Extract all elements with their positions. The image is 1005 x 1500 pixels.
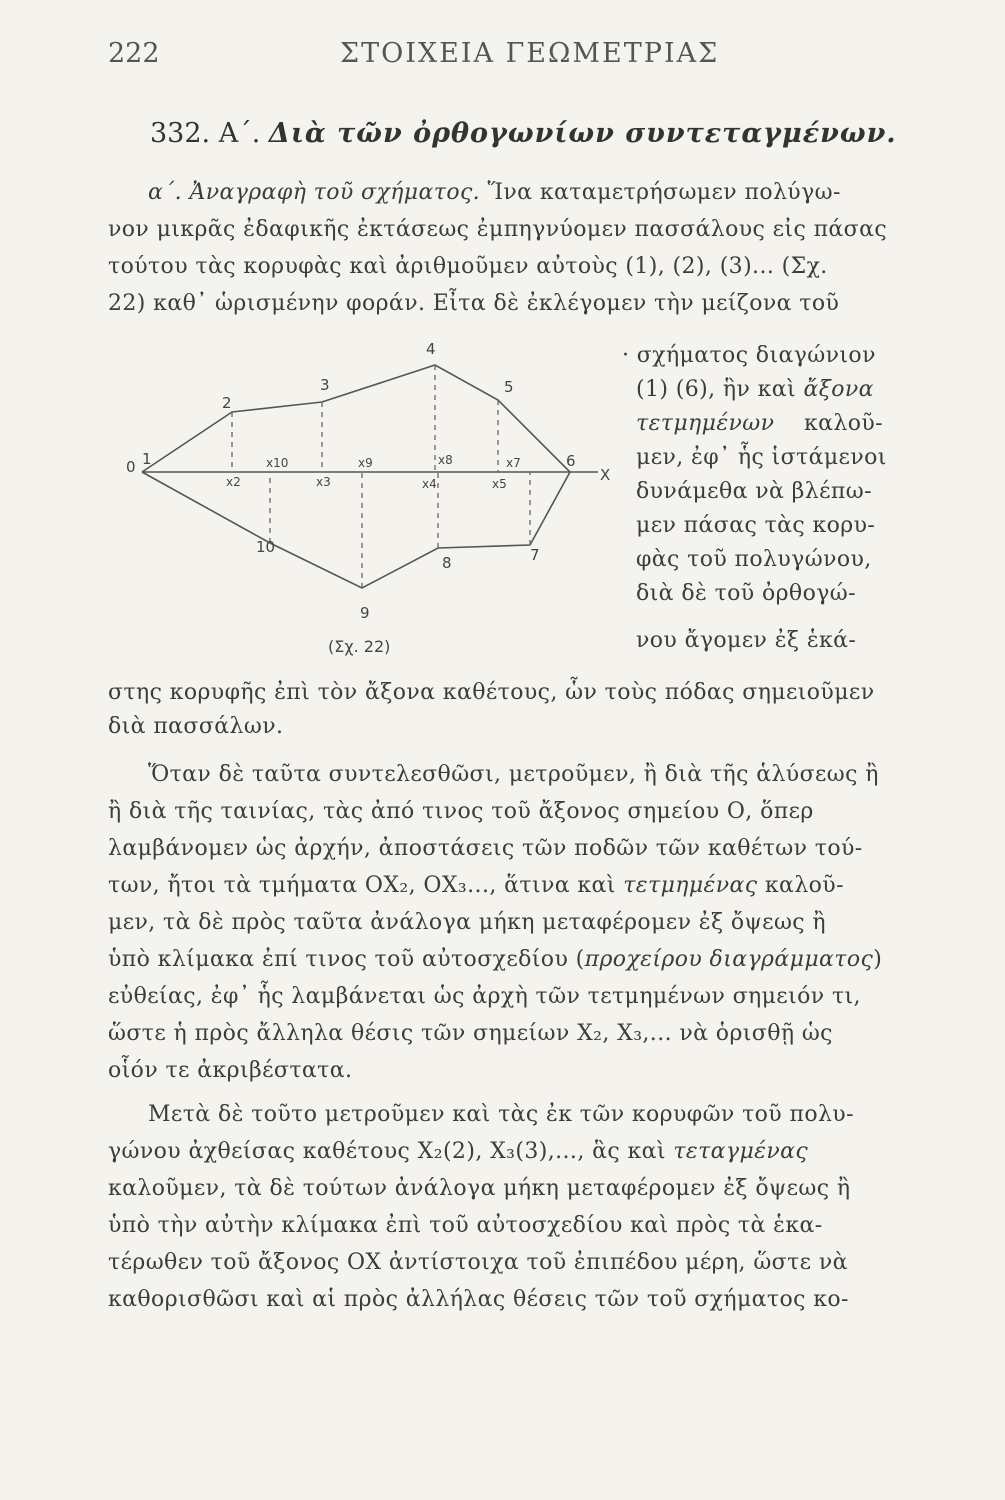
text-line: διὰ πασσάλων.	[108, 714, 284, 739]
vertex-label-9: 9	[360, 604, 370, 622]
origin-label: 0	[126, 458, 136, 476]
text-line: καθορισθῶσι καὶ αἱ πρὸς ἀλλήλας θέσεις τῶν τοῦ σχήματος κο-	[108, 1287, 849, 1312]
text-span: ὑπὸ κλίμακα ἐπί τινος τοῦ αὐτοσχεδίου (	[108, 947, 585, 972]
side-text-line: μεν, ἐφ᾽ ἧς ἱστάμενοι	[636, 445, 887, 470]
vertex-label-4: 4	[426, 340, 436, 358]
foot-label-x3: x3	[316, 475, 331, 489]
text-span: σχήματος διαγώνιον	[636, 343, 876, 368]
subheading: α΄. Ἀναγραφὴ τοῦ σχήματος.	[148, 180, 481, 205]
foot-label-x4: x4	[422, 477, 437, 491]
foot-label-x7: x7	[506, 456, 521, 470]
foot-label-x5: x5	[492, 477, 507, 491]
text-line: 22) καθ᾽ ὡρισμένην φοράν. Εἶτα δὲ ἐκλέγομεν τὴν μείζονα τοῦ	[108, 291, 840, 316]
text-span: καλοῦ-	[804, 411, 884, 436]
text-line	[148, 180, 841, 205]
text-line: τούτου τὰς κορυφὰς καὶ ἀριθμοῦμεν αὐτοὺς (1), (2), (3)... (Σχ.	[108, 254, 828, 279]
text-span: τετμημένων	[636, 411, 775, 436]
text-span: των, ἤτοι τὰ τμήματα ΟΧ₂, ΟΧ₃..., ἅτινα καὶ	[108, 873, 624, 898]
section-heading	[150, 118, 897, 149]
section-title: Διὰ τῶν ὀρθογωνίων συντεταγμένων.	[268, 118, 897, 149]
foot-label-x10: x10	[266, 456, 289, 470]
text-line	[108, 1139, 808, 1164]
axis-end-label: X	[600, 466, 611, 484]
text-span: τετμημένας	[623, 873, 758, 898]
text-line: μεν, τὰ δὲ πρὸς ταῦτα ἀνάλογα μήκη μεταφέρομεν ἐξ ὄψεως ἢ	[108, 910, 826, 935]
text-span: προχείρου διαγράμματος	[584, 947, 874, 972]
text-line	[108, 873, 844, 898]
text-line: στης κορυφῆς ἐπὶ τὸν ἄξονα καθέτους, ὧν τοὺς πόδας σημειοῦμεν	[108, 680, 875, 705]
side-text-line	[636, 377, 874, 402]
side-text-line: νου ἄγομεν ἐξ ἑκά-	[636, 628, 857, 653]
text-line	[108, 947, 882, 972]
vertex-label-5: 5	[504, 378, 514, 396]
text-line: ὑπὸ τὴν αὐτὴν κλίμακα ἐπὶ τοῦ αὐτοσχεδίου καὶ πρὸς τὰ ἑκα-	[108, 1213, 823, 1238]
text-line: νον μικρᾶς ἐδαφικῆς ἐκτάσεως ἐμπηγνύομεν πασσάλους εἰς πάσας	[108, 217, 888, 242]
vertex-label-2: 2	[222, 394, 232, 412]
foot-label-x2: x2	[226, 475, 241, 489]
text-line: εὐθείας, ἐφ᾽ ἧς λαμβάνεται ὡς ἀρχὴ τῶν τετμημένων σημειόν τι,	[108, 984, 861, 1009]
text-line: οἷόν τε ἀκριβέστατα.	[108, 1058, 353, 1083]
text-line: τέρωθεν τοῦ ἄξονος ΟΧ ἀντίστοιχα τοῦ ἐπιπέδου μέρη, ὥστε νὰ	[108, 1250, 848, 1275]
text-span: ἄξονα	[803, 377, 874, 402]
text-line: ὥστε ἡ πρὸς ἄλληλα θέσις τῶν σημείων Χ₂, Χ₃,... νὰ ὁρισθῇ ὡς	[108, 1021, 833, 1046]
vertex-label-10: 10	[256, 538, 276, 556]
side-text-line: · σχήματος διαγώνιον	[622, 343, 876, 368]
page-header	[108, 38, 898, 78]
vertex-label-6: 6	[566, 452, 576, 470]
side-text-line: φὰς τοῦ πολυγώνου,	[636, 547, 872, 572]
text-span: )	[873, 947, 883, 972]
text-line: λαμβάνομεν ὡς ἀρχήν, ἀποστάσεις τῶν ποδῶν τῶν καθέτων τού-	[108, 836, 863, 861]
text-line: καλοῦμεν, τὰ δὲ τούτων ἀνάλογα μήκη μεταφέρομεν ἐξ ὄψεως ἢ	[108, 1176, 851, 1201]
foot-label-x9: x9	[358, 456, 373, 470]
vertex-label-3: 3	[320, 376, 330, 394]
text-span: γώνου ἀχθείσας καθέτους Χ₂(2), Χ₃(3),..., ἃς καὶ	[108, 1139, 674, 1164]
foot-label-x8: x8	[438, 453, 453, 467]
vertex-label-8: 8	[442, 554, 452, 572]
text-line: ἢ διὰ τῆς ταινίας, τὰς ἀπό τινος τοῦ ἄξονος σημείου Ο, ὅπερ	[108, 799, 814, 824]
text-span: καλοῦ-	[757, 873, 844, 898]
figure-caption: (Σχ. 22)	[328, 637, 391, 656]
text-span: (1) (6), ἣν καὶ	[636, 377, 804, 402]
side-text-line: δυνάμεθα νὰ βλέπω-	[636, 479, 872, 504]
side-text-line	[636, 411, 883, 436]
text-span: τεταγμένας	[673, 1139, 809, 1164]
running-title: ΣΤΟΙΧΕΙΑ ΓΕΩΜΕΤΡΙΑΣ	[340, 38, 720, 69]
polygon-figure	[120, 330, 630, 670]
vertex-label-7: 7	[530, 546, 540, 564]
page-number: 222	[108, 38, 160, 69]
text-line: Ὅταν δὲ ταῦτα συντελεσθῶσι, μετροῦμεν, ἢ διὰ τῆς ἁλύσεως ἢ	[148, 762, 879, 787]
side-text-line: μεν πάσας τὰς κορυ-	[636, 513, 876, 538]
section-number: 332. Α΄.	[150, 118, 261, 149]
text-span: Ἵνα καταμετρήσωμεν πολύγω-	[487, 180, 841, 205]
perpendiculars	[232, 365, 530, 588]
vertex-label-1: 1	[142, 450, 152, 468]
text-line: Μετὰ δὲ τοῦτο μετροῦμεν καὶ τὰς ἐκ τῶν κορυφῶν τοῦ πολυ-	[148, 1102, 854, 1127]
side-text-line: διὰ δὲ τοῦ ὀρθογώ-	[636, 581, 856, 606]
